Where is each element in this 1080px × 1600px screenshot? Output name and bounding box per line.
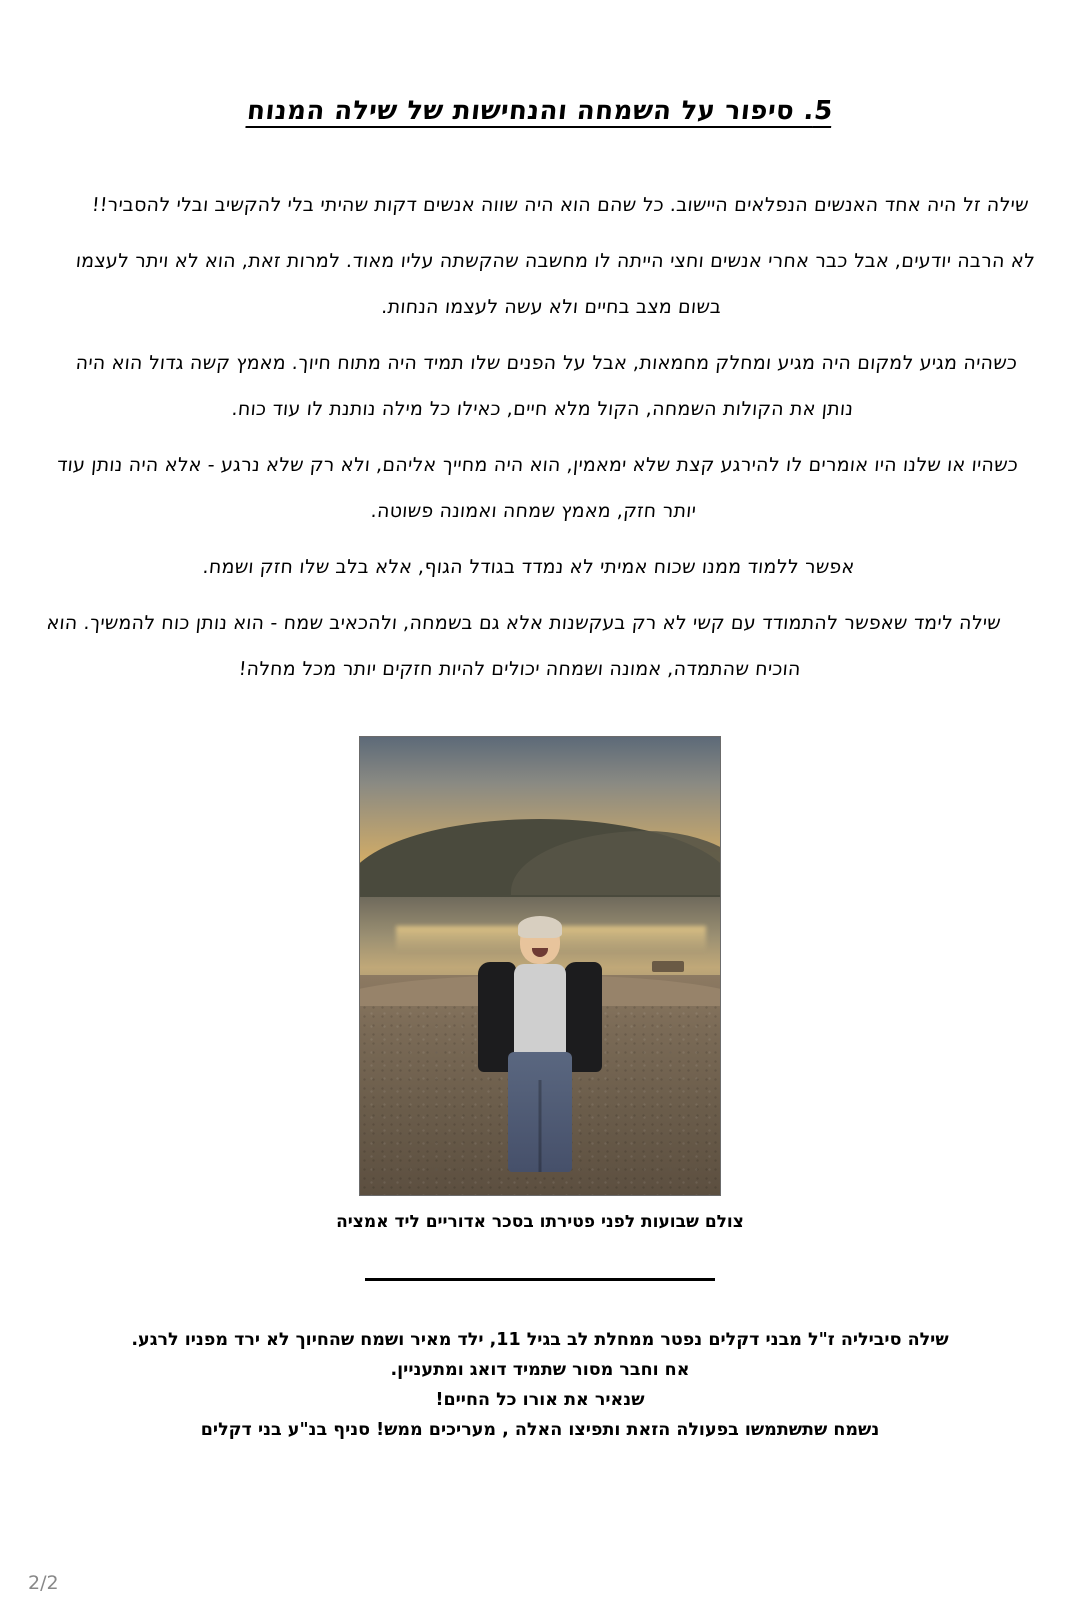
- document-page: [0, 96, 1080, 1600]
- photo-boy-pants: [508, 1052, 572, 1172]
- photo-boy-figure: [465, 920, 615, 1188]
- photo-boy-hair: [518, 916, 562, 938]
- story-paragraph: שילה זל היה אחד האנשים הנפלאים היישוב. כל שהם הוא היה שווה אנשים דקות שהיתי בלי להקשיב ובלי להסביר!!: [90, 194, 1030, 216]
- footer-line: נשמח שתשתמשו בפעולה הזאת ותפיצו האלה , מעריכים ממש! סניף בנ"ע בני דקלים: [200, 1420, 880, 1440]
- footer-note: [60, 1325, 1020, 1445]
- photo-container: [0, 736, 1080, 1196]
- memorial-photo: [359, 736, 721, 1196]
- story-paragraph: שילה לימד שאפשר להתמודד עם קשי לא רק בעקשנות אלא גם בשמחה, ולהכאיב שמח - הוא נותן כוח להמשיך. הוא הוכיח שהתמדה, אמונה ושמחה יכולים להיות חזקים יותר מכל מחלה!: [45, 612, 1002, 680]
- section-divider: [365, 1278, 715, 1281]
- footer-line: אח וחבר מסור שתמיד דואג ומתעניין.: [390, 1360, 690, 1380]
- photo-caption: צולם שבועות לפני פטירתו בסכר אדוריים ליד אמציה: [336, 1212, 744, 1232]
- footer-line: שילה סיביליה ז"ל מבני דקלים נפטר ממחלת לב בגיל 11, ילד מאיר ושמח שהחיוך לא ירד מפניו לרגע.: [131, 1330, 949, 1350]
- story-paragraph: אפשר ללמוד ממנו שכוח אמיתי לא נמדד בגודל הגוף, אלא בלב שלו חזק ושמח.: [201, 556, 856, 578]
- page-title: 5. סיפור על השמחה והנחישות של שילה המנוח: [245, 96, 835, 126]
- story-paragraph: לא הרבה יודעים, אבל כבר אחרי אנשים וחצי הייתה לו מחשבה שהקשתה עליו מאוד. למרות זאת, הוא לא ויתר לעצמו בשום מצב בחיים ולא עשה לעצמו הנחות.: [74, 250, 1036, 318]
- page-number: 2/2: [28, 1572, 59, 1594]
- story-body: [33, 182, 1048, 692]
- story-paragraph: כשהיה מגיע למקום היה מגיע ומחלק מחמאות, אבל על הפנים שלו תמיד היה מתוח חיוך. מאמץ קשה גדול הוא היה נותן את הקולות השמחה, הקול מלא חיים, כאילו כל מילה נותנת לו עוד כוח.: [74, 352, 1019, 420]
- photo-dock: [652, 961, 684, 972]
- photo-boy-shirt: [514, 964, 566, 1056]
- story-paragraph: כשהיו או שלנו היו אומרים לו להירגע קצת שלא ימאמין, הוא היה מחייך אליהם, ולא רק שלא נרגע - אלא היה נותן עוד יותר חזק, מאמץ שמחה ואמונה פשוטה.: [56, 454, 1019, 522]
- footer-line: שנאיר את אורו כל החיים!: [435, 1390, 645, 1410]
